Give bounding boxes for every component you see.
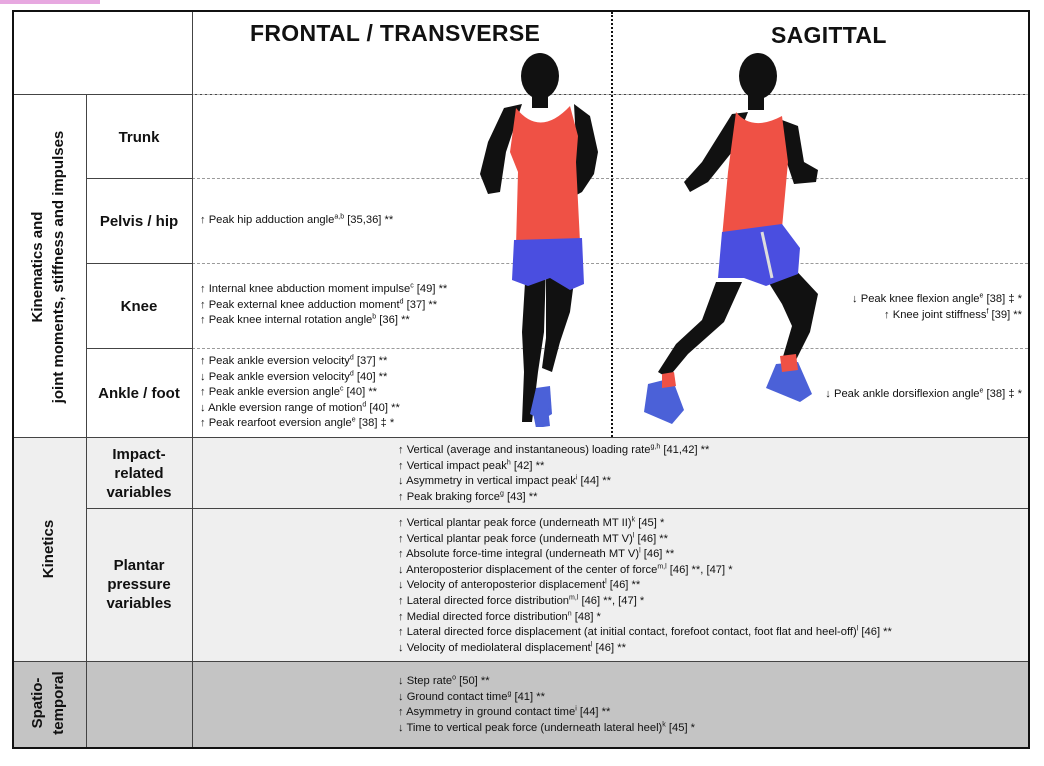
- finding-line: ↓ Step rate$^o$ [50] **: [398, 674, 490, 687]
- row-label-pelvis: Pelvis / hip: [99, 212, 179, 230]
- finding-line: ↑ Peak ankle eversion velocity$^d$ [37] **: [200, 354, 388, 367]
- top-tab-marker: [0, 0, 100, 4]
- finding-line: ↑ Lateral directed force distribution$^{m,l}$ [46] **, [47] *: [398, 594, 645, 607]
- finding-line: ↓ Anteroposterior displacement of the center of force$^{m,l}$ [46] **, [47] *: [398, 563, 733, 576]
- runner-sagittal-figure: [632, 42, 842, 427]
- group-label-spatiotemporal: Spatio- temporal: [29, 671, 67, 735]
- finding-line: ↑ Peak braking force$^g$ [43] **: [398, 490, 538, 503]
- runner-frontal-shoe-right: [532, 408, 550, 427]
- finding-line: ↑ Peak rearfoot eversion angle$^e$ [38] ‡ *: [200, 416, 395, 430]
- finding-line: ↑ Vertical impact peak$^h$ [42] **: [398, 458, 545, 472]
- finding-line: ↓ Ground contact time$^g$ [41] **: [398, 689, 545, 703]
- findings-frontal-knee: [200, 282, 447, 329]
- divider-row-label-column: [192, 12, 193, 747]
- finding-line: ↑ Peak external knee adduction moment$^d$ [37] **: [200, 297, 438, 311]
- finding-line: ↑ Absolute force-time integral (underneath MT V)$^l$ [46] **: [398, 547, 675, 561]
- finding-line: ↑ Vertical plantar peak force (underneath MT V)$^l$ [46] **: [398, 531, 669, 545]
- finding-line: ↑ Asymmetry in ground contact time$^i$ [44] **: [398, 705, 611, 719]
- finding-line: ↑ Lateral directed force displacement (at initial contact, forefoot contact, foot flat and heel-off)$^l$ [46] **: [398, 625, 892, 639]
- frontal-header: FRONTAL / TRANSVERSE: [250, 20, 541, 46]
- finding-line: ↑ Vertical (average and instantaneous) loading rate$^{g,h}$ [41,42] **: [398, 443, 710, 456]
- row-label-trunk: Trunk: [118, 128, 160, 146]
- finding-line: ↑ Knee joint stiffness$^f$ [39] **: [884, 307, 1022, 321]
- findings-sagittal-ankle: [825, 387, 1022, 403]
- finding-line: ↓ Velocity of anteroposterior displacement$^l$ [46] **: [398, 578, 641, 592]
- row-label-ankle: Ankle / foot: [98, 384, 180, 402]
- sagittal-header: SAGITTAL: [771, 22, 887, 48]
- finding-line: ↑ Vertical plantar peak force (underneath MT II)$^k$ [45] *: [398, 516, 665, 529]
- finding-line: ↓ Ankle eversion range of motion$^d$ [40] **: [200, 401, 400, 414]
- rule-kinetics-end: [14, 661, 1028, 662]
- findings-kinetics-plantar: [398, 516, 892, 656]
- runner-sagittal-shorts: [718, 224, 800, 286]
- finding-line: ↓ Asymmetry in vertical impact peak$^i$ [44] **: [398, 474, 611, 488]
- group-label-kinetics: Kinetics: [40, 519, 57, 579]
- row-label-plantar: Plantar pressure variables: [106, 556, 172, 612]
- findings-sagittal-knee: [852, 292, 1022, 323]
- findings-table: [12, 10, 1030, 749]
- finding-line: ↑ Peak knee internal rotation angle$^b$ [36] **: [200, 313, 410, 327]
- finding-line: ↓ Peak knee flexion angle$^e$ [38] ‡ *: [852, 292, 1022, 305]
- findings-frontal-pelvis: [200, 213, 393, 229]
- finding-line: ↓ Velocity of mediolateral displacement$^l$ [46] **: [398, 641, 626, 654]
- group-label-kinematics: Kinematics and joint moments, stiffness and impulses: [29, 130, 67, 404]
- finding-line: ↑ Medial directed force distribution$^n$ [48] *: [398, 609, 601, 623]
- runner-frontal-figure: [466, 42, 616, 427]
- row-label-knee: Knee: [120, 297, 158, 315]
- findings-kinetics-impact: [398, 443, 709, 505]
- findings-spatiotemporal: [398, 674, 695, 736]
- runner-frontal-singlet: [510, 106, 580, 246]
- findings-frontal-ankle: [200, 354, 400, 432]
- row-label-impact: Impact- related variables: [106, 445, 172, 501]
- finding-line: ↓ Time to vertical peak force (underneath lateral heel)$^k$ [45] *: [398, 721, 696, 734]
- finding-line: ↓ Peak ankle eversion velocity$^d$ [40] **: [200, 369, 388, 383]
- finding-line: ↑ Peak hip adduction angle$^{a,b}$ [35,36] **: [200, 213, 394, 226]
- rule-impact-end: [86, 508, 1028, 509]
- finding-line: ↓ Peak ankle dorsiflexion angle$^e$ [38] ‡ *: [825, 387, 1022, 400]
- finding-line: ↑ Peak ankle eversion angle$^c$ [40] **: [200, 385, 378, 399]
- finding-line: ↑ Internal knee abduction moment impulse$^c$ [49] **: [200, 282, 448, 295]
